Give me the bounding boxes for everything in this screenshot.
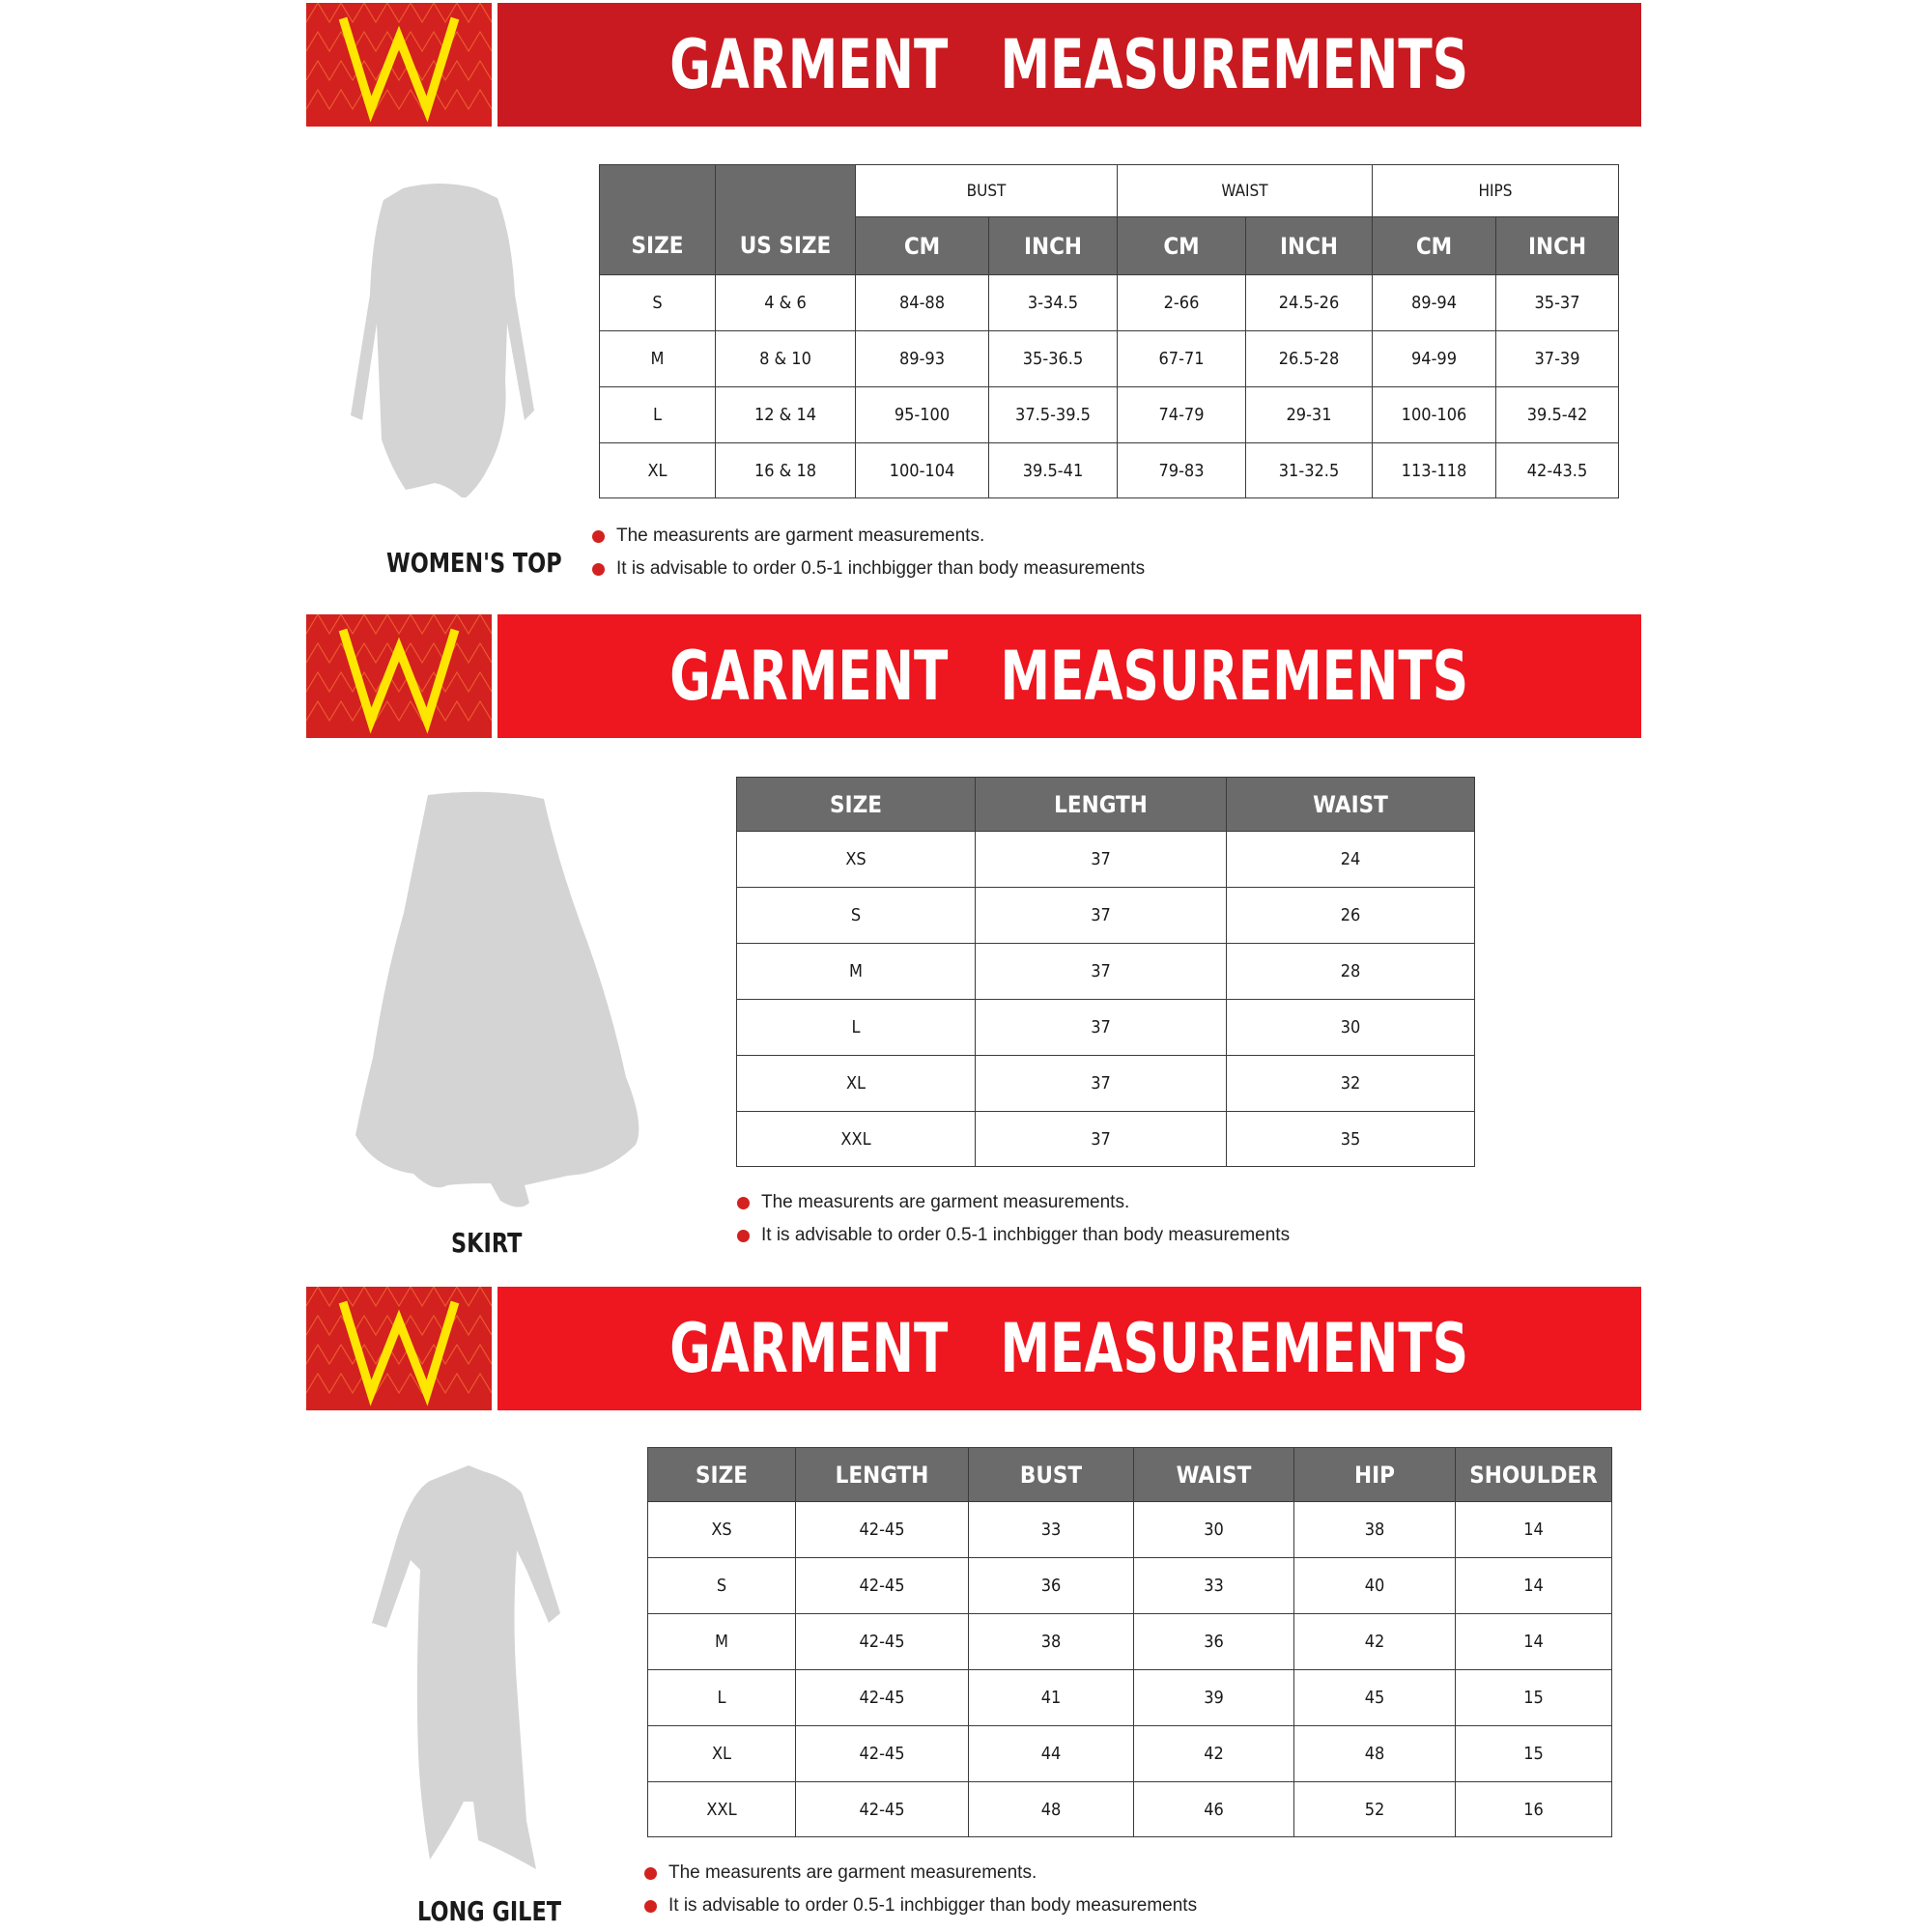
table-cell: XL bbox=[648, 1726, 796, 1782]
brand-logo bbox=[306, 614, 492, 738]
table-cell: 100-104 bbox=[856, 443, 989, 498]
table-cell: XS bbox=[737, 832, 976, 888]
column-header: SHOULDER bbox=[1456, 1448, 1612, 1502]
table-cell: 35-36.5 bbox=[989, 331, 1118, 387]
table-cell: 4 & 6 bbox=[716, 275, 856, 331]
column-header: CM bbox=[856, 217, 989, 275]
brand-logo bbox=[306, 1287, 492, 1410]
table-row bbox=[648, 1614, 1612, 1670]
column-header: HIP bbox=[1294, 1448, 1456, 1502]
table-cell: S bbox=[737, 888, 976, 944]
column-header: INCH bbox=[989, 217, 1118, 275]
table-cell: 44 bbox=[969, 1726, 1134, 1782]
table-cell: S bbox=[648, 1558, 796, 1614]
measurement-table bbox=[647, 1447, 1612, 1837]
table-cell: M bbox=[600, 331, 716, 387]
measurement-table bbox=[736, 777, 1475, 1167]
table-cell: 37 bbox=[976, 1112, 1227, 1167]
table-row bbox=[737, 832, 1475, 888]
table-cell: 37-39 bbox=[1496, 331, 1619, 387]
table-cell: L bbox=[600, 387, 716, 443]
table-row bbox=[737, 1112, 1475, 1167]
table-cell: 16 bbox=[1456, 1782, 1612, 1837]
table-cell: XS bbox=[648, 1502, 796, 1558]
table-row bbox=[648, 1502, 1612, 1558]
bullet-dot-icon bbox=[592, 530, 605, 543]
note-item: The measurents are garment measurements. bbox=[644, 1857, 1197, 1889]
note-item: The measurents are garment measurements. bbox=[592, 520, 1145, 553]
table-row bbox=[737, 1056, 1475, 1112]
table-cell: L bbox=[737, 1000, 976, 1056]
note-item: It is advisable to order 0.5-1 inchbigger than body measurements bbox=[644, 1889, 1197, 1922]
table-cell: 28 bbox=[1227, 944, 1475, 1000]
note-item: The measurents are garment measurements. bbox=[737, 1186, 1290, 1219]
logo-w-letter bbox=[343, 630, 455, 721]
table-row bbox=[737, 1000, 1475, 1056]
garment-caption: LONG GILET bbox=[417, 1895, 562, 1927]
notes-list bbox=[644, 1857, 1197, 1922]
table-row bbox=[648, 1558, 1612, 1614]
table-cell: 12 & 14 bbox=[716, 387, 856, 443]
table-cell: 94-99 bbox=[1373, 331, 1496, 387]
table-cell: 39.5-42 bbox=[1496, 387, 1619, 443]
table-row bbox=[648, 1670, 1612, 1726]
table-cell: 42-43.5 bbox=[1496, 443, 1619, 498]
table-cell: 24 bbox=[1227, 832, 1475, 888]
group-header: BUST bbox=[856, 165, 1118, 217]
table-cell: 48 bbox=[969, 1782, 1134, 1837]
table-cell: 95-100 bbox=[856, 387, 989, 443]
table-cell: 37 bbox=[976, 1000, 1227, 1056]
table-cell: 14 bbox=[1456, 1558, 1612, 1614]
table-cell: 39.5-41 bbox=[989, 443, 1118, 498]
banner bbox=[497, 614, 1641, 738]
table-cell: 36 bbox=[969, 1558, 1134, 1614]
table-cell: 42-45 bbox=[796, 1782, 969, 1837]
blank-cell bbox=[716, 165, 856, 217]
logo-w-letter bbox=[343, 1302, 455, 1393]
column-header: CM bbox=[1118, 217, 1246, 275]
table-cell: 29-31 bbox=[1246, 387, 1373, 443]
table-cell: 46 bbox=[1134, 1782, 1294, 1837]
garment-caption: SKIRT bbox=[451, 1227, 523, 1259]
brand-logo bbox=[306, 3, 492, 127]
table-cell: 67-71 bbox=[1118, 331, 1246, 387]
banner-title: GARMENT MEASUREMENTS bbox=[669, 1309, 1469, 1388]
table-cell: 26 bbox=[1227, 888, 1475, 944]
column-header: WAIST bbox=[1134, 1448, 1294, 1502]
group-header: WAIST bbox=[1118, 165, 1373, 217]
table-cell: 15 bbox=[1456, 1670, 1612, 1726]
table-cell: XL bbox=[737, 1056, 976, 1112]
banner-title: GARMENT MEASUREMENTS bbox=[669, 25, 1469, 104]
table-cell: 100-106 bbox=[1373, 387, 1496, 443]
table-row bbox=[737, 888, 1475, 944]
table-cell: 42 bbox=[1134, 1726, 1294, 1782]
table-cell: M bbox=[648, 1614, 796, 1670]
table-cell: 39 bbox=[1134, 1670, 1294, 1726]
table-cell: XXL bbox=[737, 1112, 976, 1167]
column-header: CM bbox=[1373, 217, 1496, 275]
table-row bbox=[648, 1782, 1612, 1837]
measurement-table bbox=[599, 164, 1619, 498]
column-header: SIZE bbox=[737, 778, 976, 832]
table-cell: 48 bbox=[1294, 1726, 1456, 1782]
table-cell: 84-88 bbox=[856, 275, 989, 331]
table-cell: 42-45 bbox=[796, 1558, 969, 1614]
table-cell: 26.5-28 bbox=[1246, 331, 1373, 387]
table-cell: 24.5-26 bbox=[1246, 275, 1373, 331]
table-cell: 15 bbox=[1456, 1726, 1612, 1782]
table-cell: 74-79 bbox=[1118, 387, 1246, 443]
table-cell: XXL bbox=[648, 1782, 796, 1837]
table-cell: 16 & 18 bbox=[716, 443, 856, 498]
bullet-dot-icon bbox=[592, 563, 605, 576]
table-cell: L bbox=[648, 1670, 796, 1726]
table-row bbox=[600, 387, 1619, 443]
table-cell: 37 bbox=[976, 888, 1227, 944]
table-cell: 2-66 bbox=[1118, 275, 1246, 331]
table-cell: 42-45 bbox=[796, 1502, 969, 1558]
table-cell: 33 bbox=[969, 1502, 1134, 1558]
column-header: INCH bbox=[1246, 217, 1373, 275]
skirt-silhouette-icon bbox=[355, 787, 645, 1212]
bullet-dot-icon bbox=[737, 1230, 750, 1242]
table-cell: 35 bbox=[1227, 1112, 1475, 1167]
table-cell: 40 bbox=[1294, 1558, 1456, 1614]
table-cell: 79-83 bbox=[1118, 443, 1246, 498]
table-row bbox=[600, 443, 1619, 498]
table-cell: 35-37 bbox=[1496, 275, 1619, 331]
note-item: It is advisable to order 0.5-1 inchbigger than body measurements bbox=[737, 1219, 1290, 1252]
bullet-dot-icon bbox=[644, 1867, 657, 1880]
logo-w-letter bbox=[343, 18, 455, 109]
table-cell: 113-118 bbox=[1373, 443, 1496, 498]
table-cell: 36 bbox=[1134, 1614, 1294, 1670]
column-header: WAIST bbox=[1227, 778, 1475, 832]
note-item: It is advisable to order 0.5-1 inchbigger than body measurements bbox=[592, 553, 1145, 585]
column-header: LENGTH bbox=[976, 778, 1227, 832]
table-cell: 42-45 bbox=[796, 1670, 969, 1726]
notes-list bbox=[737, 1186, 1290, 1252]
table-cell: 32 bbox=[1227, 1056, 1475, 1112]
column-header: INCH bbox=[1496, 217, 1619, 275]
long-gilet-silhouette-icon bbox=[372, 1463, 565, 1869]
notes-list bbox=[592, 520, 1145, 585]
table-cell: 30 bbox=[1134, 1502, 1294, 1558]
table-cell: 45 bbox=[1294, 1670, 1456, 1726]
table-cell: 42-45 bbox=[796, 1726, 969, 1782]
table-cell: 42-45 bbox=[796, 1614, 969, 1670]
garment-caption: WOMEN'S TOP bbox=[386, 547, 562, 579]
table-row bbox=[600, 331, 1619, 387]
table-cell: 3-34.5 bbox=[989, 275, 1118, 331]
table-cell: 41 bbox=[969, 1670, 1134, 1726]
table-row bbox=[600, 275, 1619, 331]
table-cell: 38 bbox=[1294, 1502, 1456, 1558]
womens-top-silhouette-icon bbox=[343, 179, 536, 497]
column-header: LENGTH bbox=[796, 1448, 969, 1502]
table-cell: 38 bbox=[969, 1614, 1134, 1670]
table-cell: 14 bbox=[1456, 1614, 1612, 1670]
banner-title: GARMENT MEASUREMENTS bbox=[669, 637, 1469, 716]
column-header: SIZE bbox=[600, 217, 716, 275]
table-cell: 37 bbox=[976, 1056, 1227, 1112]
column-header: BUST bbox=[969, 1448, 1134, 1502]
table-cell: 33 bbox=[1134, 1558, 1294, 1614]
bullet-dot-icon bbox=[737, 1197, 750, 1209]
banner bbox=[497, 1287, 1641, 1410]
table-cell: 37 bbox=[976, 832, 1227, 888]
blank-cell bbox=[600, 165, 716, 217]
table-cell: 37.5-39.5 bbox=[989, 387, 1118, 443]
table-cell: 14 bbox=[1456, 1502, 1612, 1558]
table-cell: 89-94 bbox=[1373, 275, 1496, 331]
table-cell: 42 bbox=[1294, 1614, 1456, 1670]
table-cell: 37 bbox=[976, 944, 1227, 1000]
table-cell: M bbox=[737, 944, 976, 1000]
table-cell: 89-93 bbox=[856, 331, 989, 387]
column-header: SIZE bbox=[648, 1448, 796, 1502]
table-row bbox=[737, 944, 1475, 1000]
table-cell: 8 & 10 bbox=[716, 331, 856, 387]
table-cell: 30 bbox=[1227, 1000, 1475, 1056]
table-cell: 31-32.5 bbox=[1246, 443, 1373, 498]
group-header: HIPS bbox=[1373, 165, 1619, 217]
table-cell: XL bbox=[600, 443, 716, 498]
bullet-dot-icon bbox=[644, 1900, 657, 1913]
table-cell: S bbox=[600, 275, 716, 331]
table-row bbox=[648, 1726, 1612, 1782]
banner bbox=[497, 3, 1641, 127]
column-header: US SIZE bbox=[716, 217, 856, 275]
table-cell: 52 bbox=[1294, 1782, 1456, 1837]
